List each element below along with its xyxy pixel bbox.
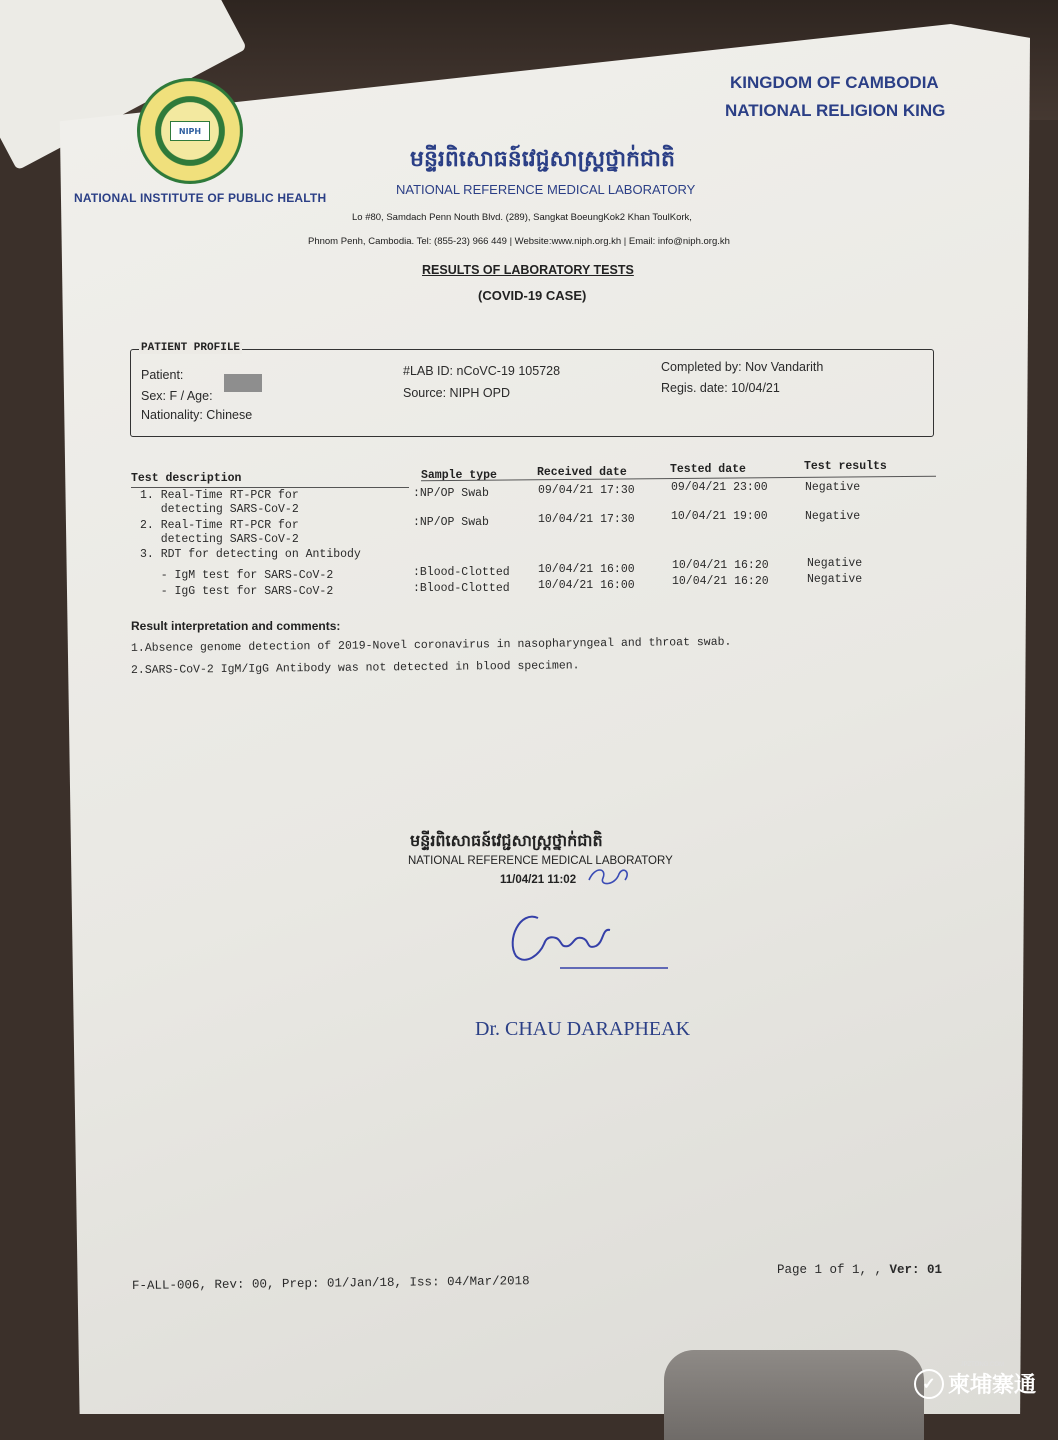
table-cell-tested: 10/04/21 16:20 [672,559,769,572]
table-cell-result: Negative [805,510,861,523]
page-indicator [777,1263,942,1277]
completed-by: Completed by: Nov Vandarith [661,360,824,374]
paper-sheet [40,24,1030,1414]
thumb [664,1350,924,1440]
comment-line-2: 2.SARS-CoV-2 IgM/IgG Antibody was not detected in blood specimen. [130,659,580,677]
patient-name: Patient: [141,368,184,382]
seal-badge-text: NIPH [170,121,210,141]
table-cell-sample: :NP/OP Swab [413,487,489,500]
header-tested: Tested date [670,463,746,476]
table-cell-received: 10/04/21 17:30 [538,513,635,526]
table-cell-tested: 10/04/21 19:00 [671,510,768,523]
table-row: 1. Real-Time RT-PCR for [140,489,299,502]
stamp-datetime: 11/04/21 11:02 [500,874,577,886]
table-cell-received: 10/04/21 16:00 [538,579,635,592]
header-rule-left [131,487,409,488]
case-title: (COVID-19 CASE) [478,288,587,303]
page-number: Page 1 of 1, , [777,1263,890,1277]
niph-seal-logo [137,78,243,184]
lab-id: #LAB ID: nCoVC-19 105728 [403,364,561,378]
table-cell-result: Negative [807,573,863,586]
table-cell-sample: :Blood-Clotted [413,566,510,579]
institute-name: NATIONAL INSTITUTE OF PUBLIC HEALTH [74,191,327,205]
version-label: Ver: 01 [889,1263,943,1277]
doctor-name: Dr. CHAU DARAPHEAK [475,1018,691,1040]
address-line-2: Phnom Penh, Cambodia. Tel: (855-23) 966 449 | Website:www.niph.org.kh | Email: info@niph.org.kh [308,236,730,247]
header-description: Test description [131,472,242,485]
stamp-lab-name: NATIONAL REFERENCE MEDICAL LABORATORY [408,855,673,867]
table-cell-tested: 10/04/21 16:20 [672,575,769,588]
table-row: detecting SARS-CoV-2 [140,533,299,546]
watermark-logo-icon: ✓ [914,1369,944,1399]
watermark-site: JPZTONG.COM [960,1362,1004,1368]
table-row: - IgG test for SARS-CoV-2 [140,585,334,598]
regis-date: Regis. date: 10/04/21 [661,381,780,395]
table-cell-sample: :NP/OP Swab [413,516,489,529]
results-title: RESULTS OF LABORATORY TESTS [422,263,634,277]
table-cell-received: 10/04/21 16:00 [538,563,635,576]
table-cell-received: 09/04/21 17:30 [538,484,635,497]
table-row: - IgM test for SARS-CoV-2 [140,569,334,582]
table-cell-result: Negative [805,481,861,494]
signature [500,900,675,975]
table-row: 2. Real-Time RT-PCR for [140,519,299,532]
religion-king-title: NATIONAL RELIGION KING [725,101,946,120]
table-row: detecting SARS-CoV-2 [140,503,299,516]
redaction-block [224,374,262,392]
kingdom-title: KINGDOM OF CAMBODIA [730,73,939,92]
watermark [914,1368,1036,1399]
form-reference: F-ALL-006, Rev: 00, Prep: 01/Jan/18, Iss: 04/Mar/2018 [131,1274,530,1293]
header-results: Test results [804,460,887,473]
profile-legend: PATIENT PROFILE [141,342,241,354]
interpretation-title: Result interpretation and comments: [131,619,341,633]
table-cell-result: Negative [807,557,863,570]
table-cell-sample: :Blood-Clotted [413,582,510,595]
source: Source: NIPH OPD [403,386,510,400]
table-cell-tested: 09/04/21 23:00 [671,481,768,494]
lab-name: NATIONAL REFERENCE MEDICAL LABORATORY [396,182,696,197]
khmer-lab-title: មន្ទីរពិសោធន៍វេជ្ជសាស្ត្រថ្នាក់ជាតិ [410,147,675,172]
header-received: Received date [537,466,627,479]
patient-sex-age: Sex: F / Age: [141,389,213,403]
stamp-khmer-title: មន្ទីរពិសោធន៍វេជ្ជសាស្ត្រថ្នាក់ជាតិ [410,831,603,850]
patient-nationality: Nationality: Chinese [141,408,253,422]
header-sample: Sample type [421,469,497,482]
address-line-1: Lo #80, Samdach Penn Nouth Blvd. (289), Sangkat BoeungKok2 Khan ToulKork, [352,212,692,223]
watermark-brand: 柬埔寨通 [947,1373,1036,1398]
patient-profile-box [130,342,934,437]
initials-mark [585,862,635,892]
table-row: 3. RDT for detecting on Antibody [140,548,361,561]
comment-line-1: 1.Absence genome detection of 2019-Novel coronavirus in nasopharyngeal and throat swab. [130,635,732,655]
